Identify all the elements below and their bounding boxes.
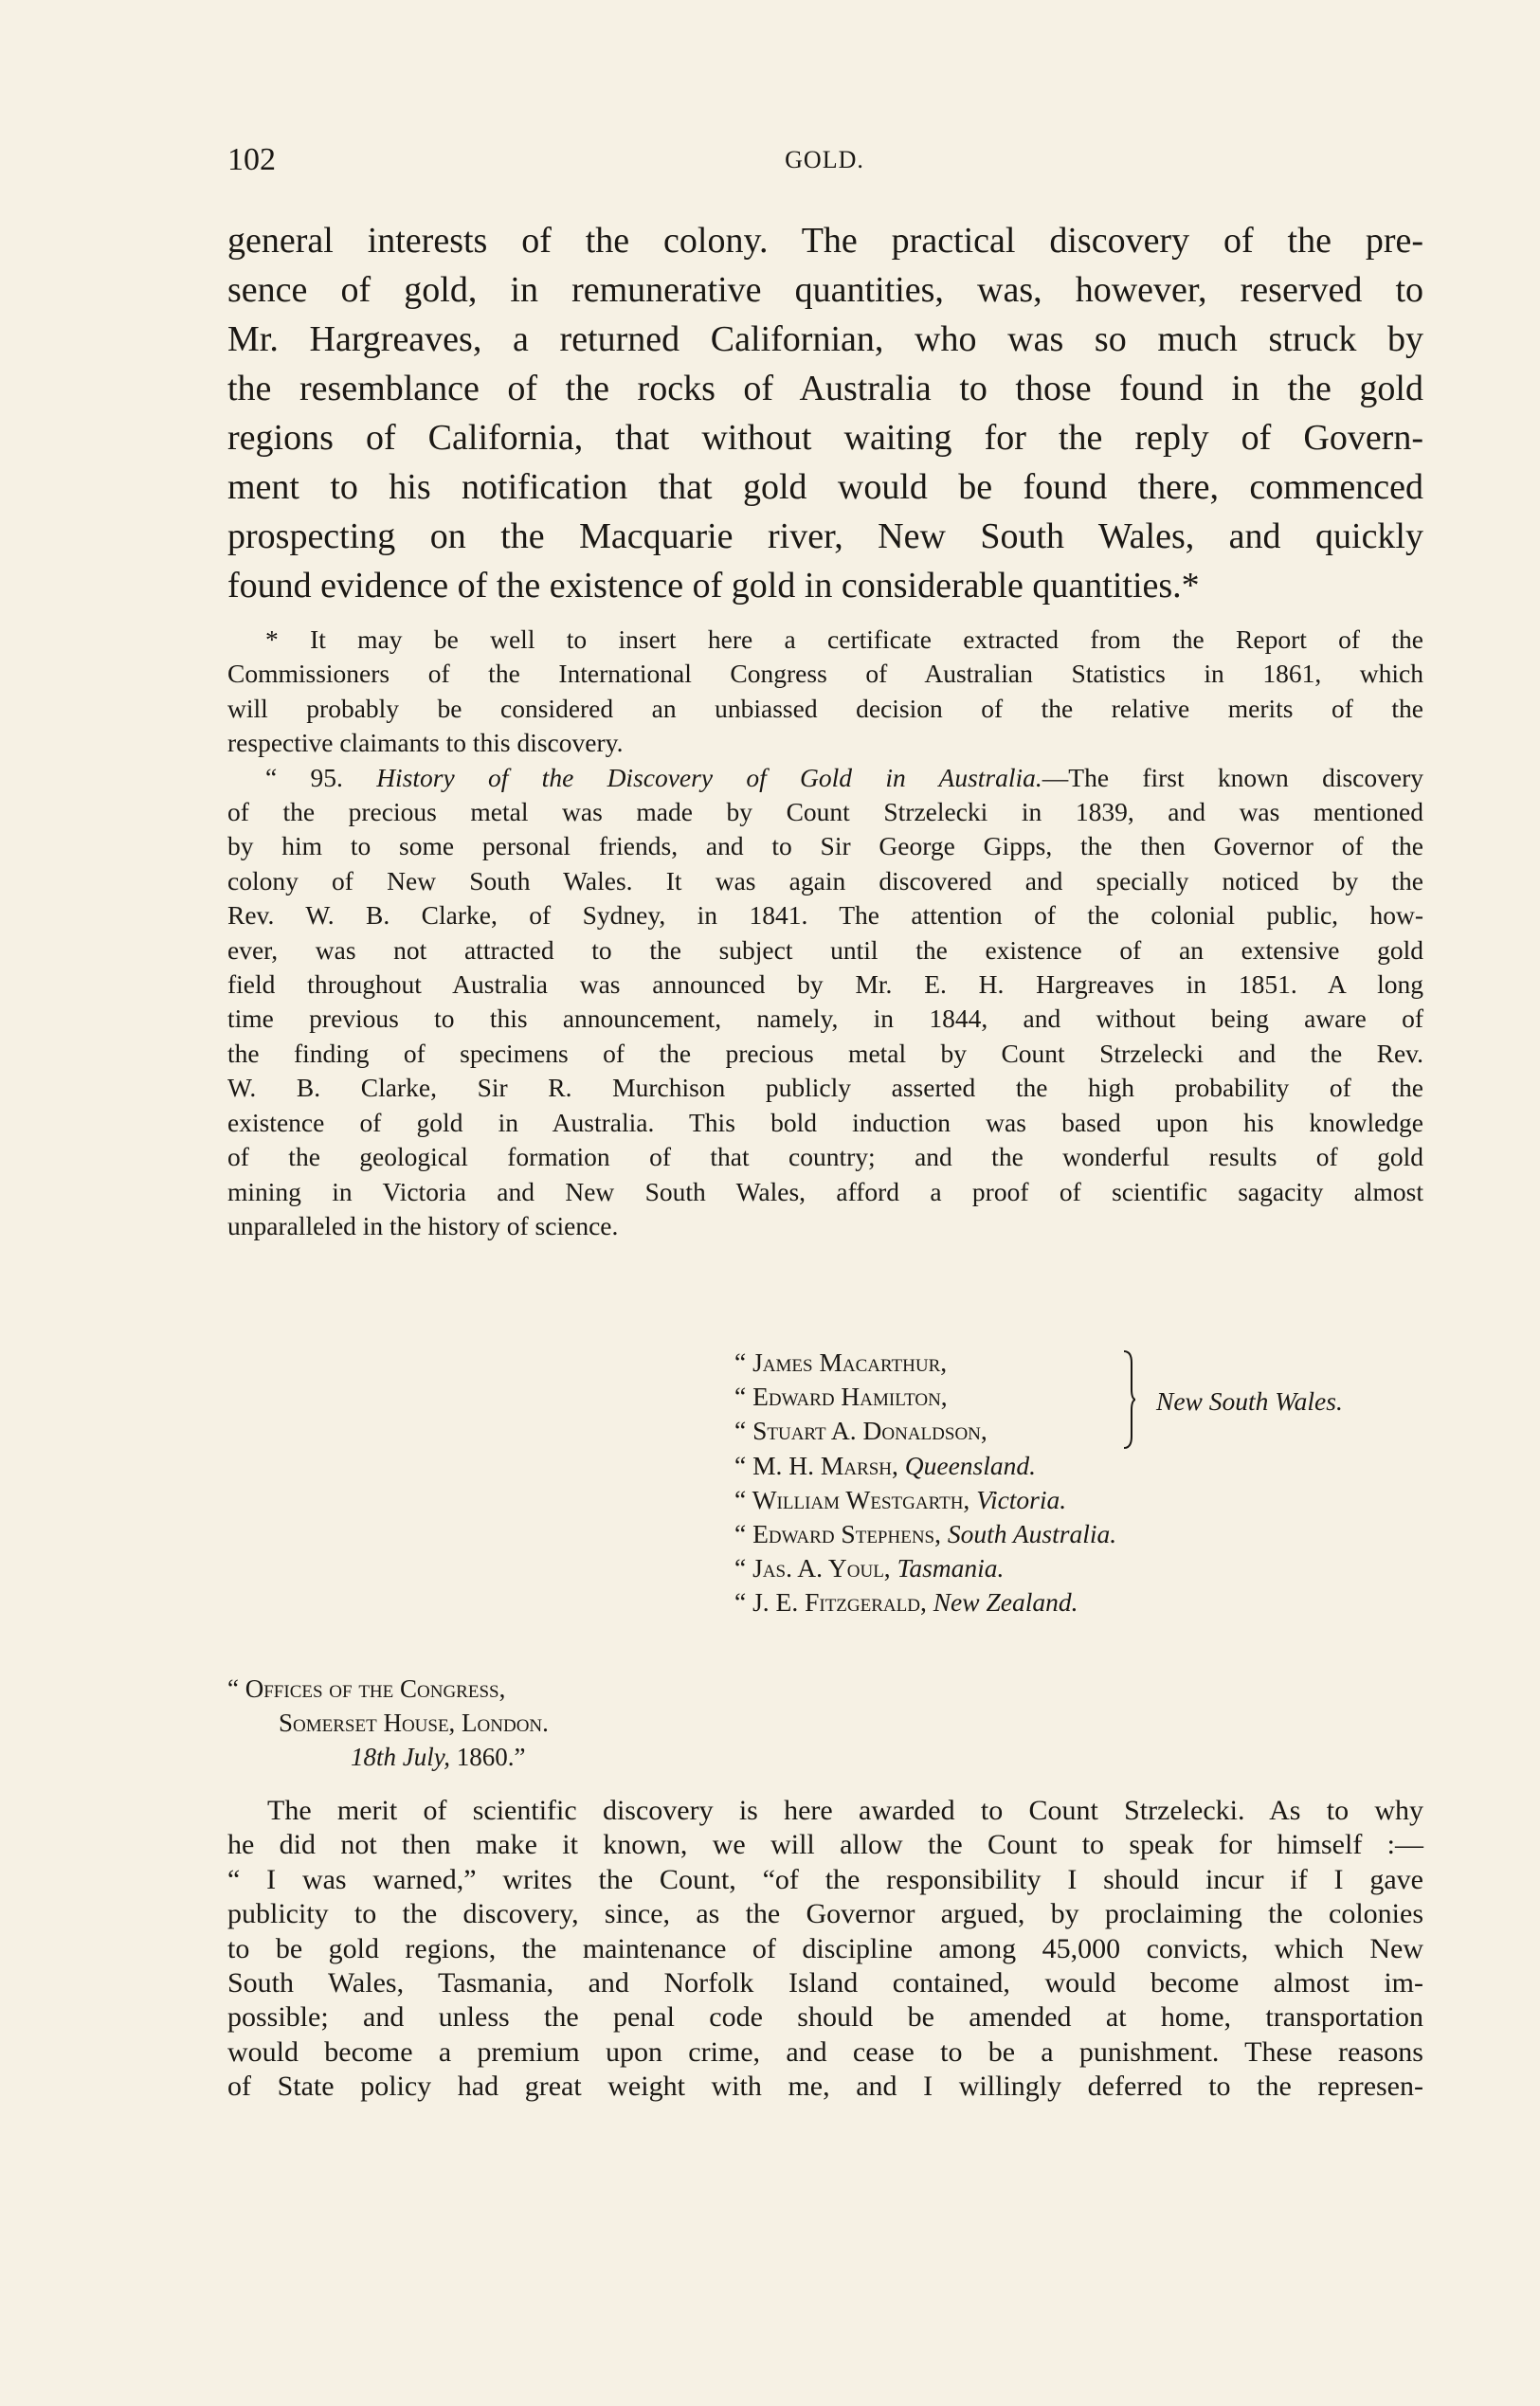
text-line: possible; and unless the penal code should be amended at home, transportation — [227, 2001, 1423, 2034]
signatory-name: “ Edward Stephens, — [734, 1518, 948, 1548]
text-line: The merit of scientific discovery is here awarded to Count Strzelecki. As to why — [267, 1795, 1423, 1826]
footnote-line: W. B. Clarke, Sir R. Murchison publicly asserted the high probability of the — [227, 1073, 1423, 1103]
signatory — [734, 1380, 1116, 1414]
signatory-place: New Zealand. — [933, 1587, 1078, 1618]
text-line: ment to his notification that gold would be found there, commenced — [227, 467, 1423, 507]
offices-address — [227, 1672, 549, 1774]
signatory — [734, 1414, 1116, 1448]
offices-line: “ Offices of the Congress, — [227, 1674, 506, 1703]
footnote-line: colony of New South Wales. It was again discovered and specially noticed by the — [227, 865, 1423, 895]
footnote-line: Commissioners of the International Congress of Australian Statistics in 1861, which — [227, 659, 1423, 689]
main-paragraph — [227, 216, 1423, 610]
signatory-name: “ Stuart A. Donaldson, — [734, 1416, 987, 1446]
quote-number: “ 95. — [265, 762, 377, 792]
text-line: sence of gold, in remunerative quantities, was, however, reserved to — [227, 270, 1423, 310]
signatory-name: “ William Westgarth, — [734, 1484, 977, 1514]
footnote-line: field throughout Australia was announced by Mr. E. H. Hargreaves in 1851. A long — [227, 969, 1423, 1000]
signatory-name: “ J. E. Fitzgerald, — [734, 1587, 933, 1618]
signatory-name: “ Jas. A. Youl, — [734, 1553, 897, 1583]
signatory — [734, 1551, 1116, 1585]
offices-date — [227, 1740, 549, 1774]
quote-first-rest: —The first known discovery — [1042, 762, 1423, 792]
signatory — [734, 1346, 1116, 1380]
footnote — [227, 623, 1423, 1243]
text-line: Mr. Hargreaves, a returned Californian, who was so much struck by — [227, 319, 1423, 359]
text-line: regions of California, that without waiting for the reply of Govern- — [227, 418, 1423, 458]
text-line: found evidence of the existence of gold in considerable quantities.* — [227, 566, 1200, 606]
signatories — [734, 1346, 1116, 1620]
footnote-line: existence of gold in Australia. This bold induction was based upon his knowledge — [227, 1107, 1423, 1137]
footnote-line: by him to some personal friends, and to Sir George Gipps, the then Governor of the — [227, 831, 1423, 861]
closing-paragraph — [227, 1794, 1423, 2105]
text-line: general interests of the colony. The practical discovery of the pre- — [227, 221, 1423, 261]
brace-label: New South Wales. — [1156, 1386, 1343, 1416]
footnote-line: mining in Victoria and New South Wales, afford a proof of scientific sagacity almost — [227, 1176, 1423, 1206]
page-number: 102 — [227, 142, 276, 177]
signatory — [734, 1517, 1116, 1551]
signatory-place: Victoria. — [976, 1484, 1067, 1514]
text-line: prospecting on the Macquarie river, New South Wales, and quickly — [227, 516, 1423, 556]
footnote-line: ever, was not attracted to the subject until the existence of an extensive gold — [227, 934, 1423, 965]
text-line: “ I was warned,” writes the Count, “of the responsibility I should incur if I gave — [227, 1863, 1423, 1895]
footnote-line: the finding of specimens of the precious metal by Count Strzelecki and the Rev. — [227, 1038, 1423, 1068]
text-line: the resemblance of the rocks of Australia to those found in the gold — [227, 369, 1423, 408]
quote-heading-line — [227, 761, 1423, 795]
signatory — [734, 1585, 1116, 1619]
right-brace — [1122, 1349, 1135, 1450]
signatory-place: Tasmania. — [897, 1553, 1005, 1583]
quote-title: History of the Discovery of Gold in Australia. — [376, 762, 1042, 792]
footnote-line: respective claimants to this discovery. — [227, 728, 624, 758]
footnote-line: will probably be considered an unbiassed decision of the relative merits of the — [227, 693, 1423, 723]
footnote-line: of the geological formation of that country; and the wonderful results of gold — [227, 1142, 1423, 1172]
footnote-line: of the precious metal was made by Count Strzelecki in 1839, and was mentioned — [227, 797, 1423, 827]
signatory-name: “ M. H. Marsh, — [734, 1450, 905, 1480]
signatory — [734, 1483, 1116, 1517]
text-line: would become a premium upon crime, and cease to be a punishment. These reasons — [227, 2035, 1423, 2068]
signatory-place: South Australia. — [947, 1518, 1117, 1548]
page-header — [227, 142, 1422, 180]
text-line: he did not then make it known, we will allow the Count to speak for himself :— — [227, 1829, 1423, 1861]
text-line: to be gold regions, the maintenance of discipline among 45,000 convicts, which New — [227, 1932, 1423, 1964]
offices-date-year: 1860.” — [449, 1743, 526, 1771]
signatory-place: Queensland. — [904, 1450, 1037, 1480]
signatory-name: “ James Macarthur, — [734, 1348, 948, 1377]
signatory — [734, 1449, 1116, 1483]
text-line: publicity to the discovery, since, as the Governor argued, by proclaiming the colonies — [227, 1898, 1423, 1930]
footnote-line: * It may be well to insert here a certificate extracted from the Report of the — [265, 624, 1423, 654]
footnote-line: time previous to this announcement, namely, in 1844, and without being aware of — [227, 1004, 1423, 1034]
offices-date-day: 18th July, — [351, 1743, 450, 1771]
signatory-name: “ Edward Hamilton, — [734, 1382, 948, 1412]
text-line: of State policy had great weight with me, and I willingly deferred to the represen- — [227, 2071, 1423, 2103]
running-title: GOLD. — [785, 146, 864, 173]
footnote-line: Rev. W. B. Clarke, of Sydney, in 1841. The attention of the colonial public, how- — [227, 900, 1423, 931]
text-line: South Wales, Tasmania, and Norfolk Island contained, would become almost im- — [227, 1967, 1423, 1999]
offices-line: Somerset House, London. — [279, 1709, 549, 1737]
footnote-line: unparalleled in the history of science. — [227, 1210, 619, 1240]
